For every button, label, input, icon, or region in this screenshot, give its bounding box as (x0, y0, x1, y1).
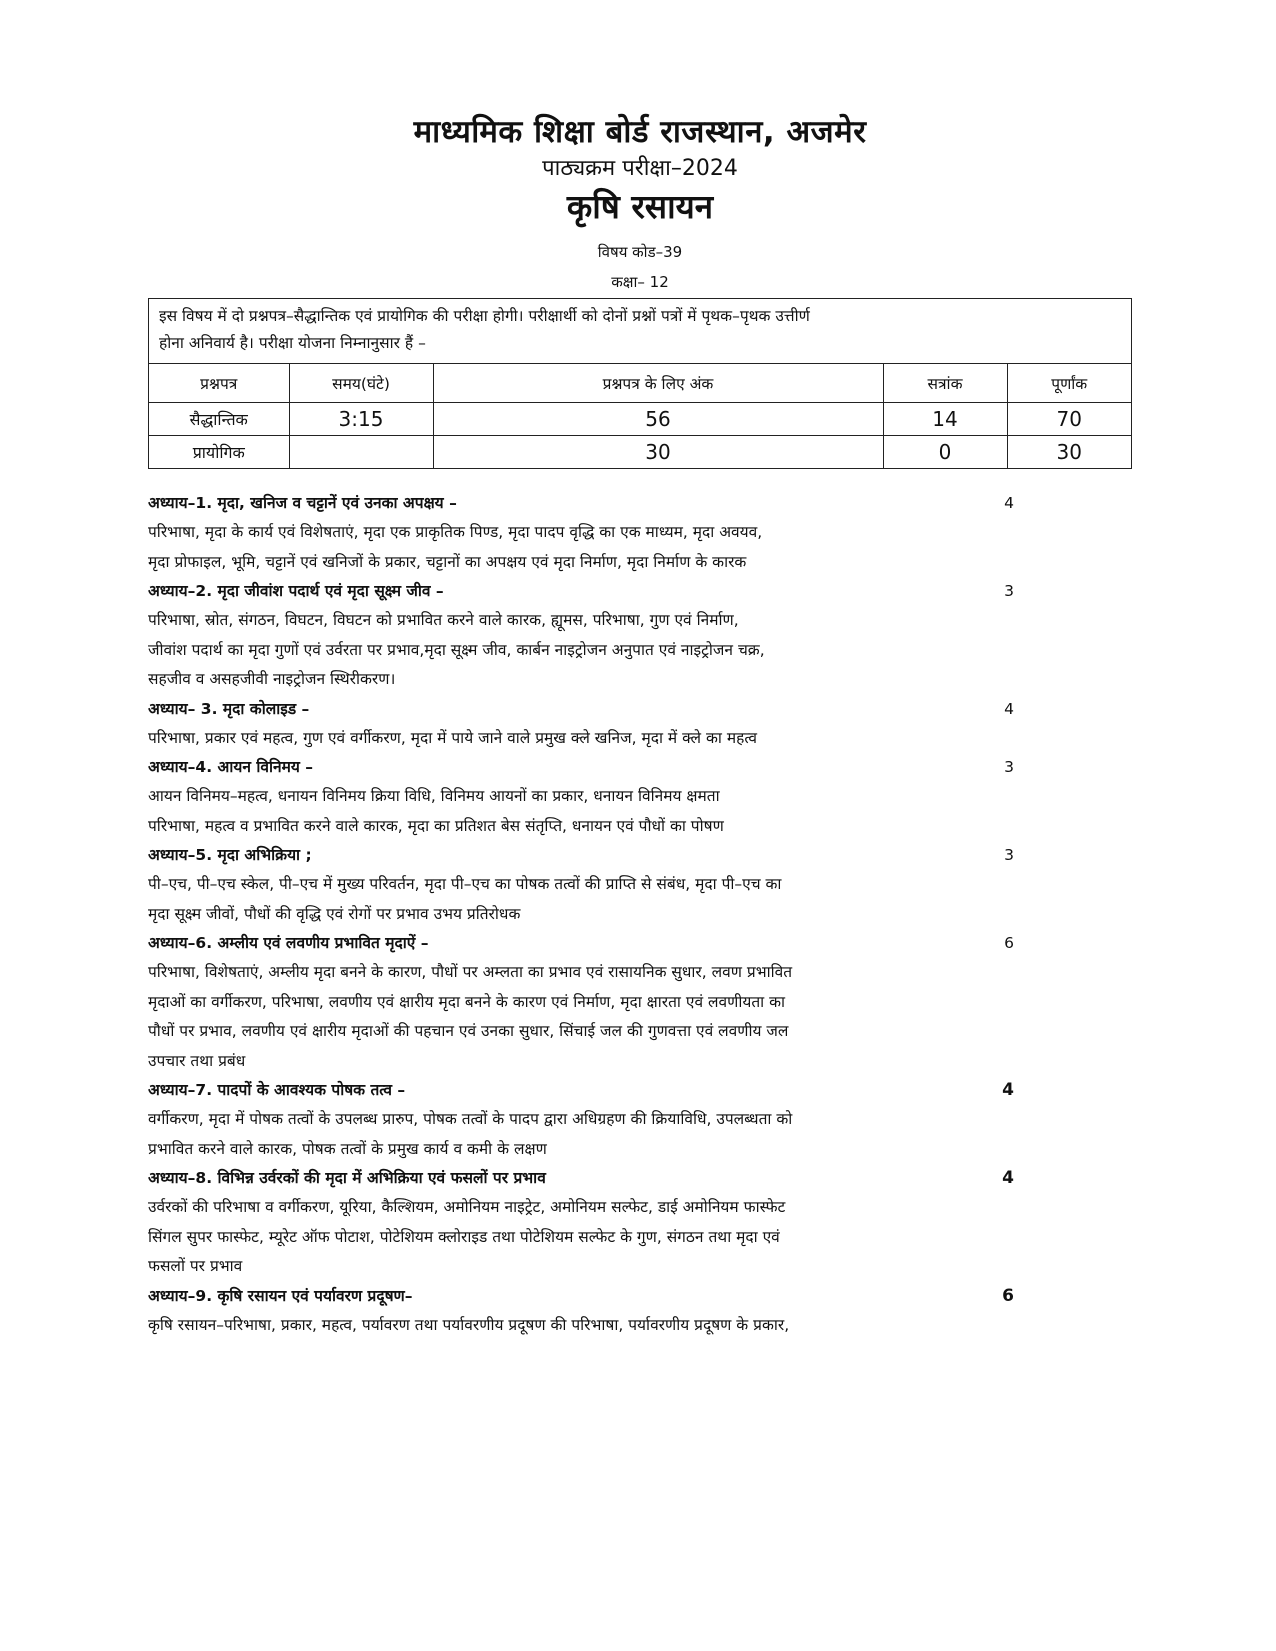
table-cell: 0 (883, 436, 1007, 469)
chapter-marks: 6 (1002, 1285, 1014, 1306)
chapter-description (148, 870, 1132, 929)
chapter-text-line: प्रभावित करने वाले कारक, पोषक तत्वों के प्रमुख कार्य व कमी के लक्षण (148, 1139, 547, 1158)
column-header: सत्रांक (883, 364, 1007, 403)
chapter-text-line: वर्गीकरण, मृदा में पोषक तत्वों के उपलब्ध प्रारुप, पोषक तत्वों के पादप द्वारा अधिग्रहण की क्रियाविधि, उपलब्धता को (148, 1110, 793, 1128)
chapter-text-line: पी–एच, पी–एच स्केल, पी–एच में मुख्य परिवर्तन, मृदा पी–एच का पोषक तत्वों की प्राप्ति से संबंध, मृदा पी–एच का (148, 875, 782, 893)
chapter-text-line: परिभाषा, महत्व व प्रभावित करने वाले कारक, मृदा का प्रतिशत बेस संतृप्ति, धनायन एवं पौधों का पोषण (148, 816, 724, 835)
column-header: पूर्णांक (1007, 364, 1131, 403)
chapter-text-line: मृदा सूक्ष्म जीवों, पौधों की वृद्धि एवं रोगों पर प्रभाव उभय प्रतिरोधक (148, 904, 521, 923)
scheme-intro-line: इस विषय में दो प्रश्नपत्र–सैद्धान्तिक एवं प्रायोगिक की परीक्षा होगी। परीक्षार्थी को दोनों प्रश्नों पत्रों में पृथक–पृथक उत्तीर्ण (159, 307, 810, 325)
chapter-heading (148, 1164, 1132, 1193)
chapter-heading (148, 577, 1132, 606)
chapter-text-line: मृदा प्रोफाइल, भूमि, चट्टानें एवं खनिजों के प्रकार, चट्टानों का अपक्षय एवं मृदा निर्माण, मृदा निर्माण के कारक (148, 552, 747, 571)
column-header: समय(घंटे) (289, 364, 433, 403)
chapter-title: अध्याय–7. पादपों के आवश्यक पोषक तत्व – (148, 1081, 406, 1099)
chapter-text-line: फसलों पर प्रभाव (148, 1257, 243, 1275)
chapter-marks: 4 (1002, 1168, 1014, 1188)
chapter-description (148, 1105, 1132, 1164)
chapter-text-line: मृदाओं का वर्गीकरण, परिभाषा, लवणीय एवं क्षारीय मृदा बनने के कारण एवं निर्माण, मृदा क्षारता एवं लवणीयता का (148, 992, 786, 1011)
chapter-text-line: सिंगल सुपर फास्फेट, म्यूरेट ऑफ पोटाश, पोटेशियम क्लोराइड तथा पोटेशियम सल्फेट के गुण, संगठन तथा मृदा एवं (148, 1227, 780, 1246)
scheme-intro-line: होना अनिवार्य है। परीक्षा योजना निम्नानुसार हैं – (159, 334, 426, 352)
chapter-marks: 4 (1004, 699, 1014, 718)
table-cell: 3:15 (289, 403, 433, 436)
table-cell (289, 436, 433, 469)
chapter-text-line: जीवांश पदार्थ का मृदा गुणों एवं उर्वरता पर प्रभाव,मृदा सूक्ष्म जीव, कार्बन नाइट्रोजन अनुपात एवं नाइट्रोजन चक्र, (148, 640, 765, 659)
chapter-description (148, 958, 1132, 1076)
table-cell: सैद्धान्तिक (149, 403, 289, 436)
class-label: कक्षा– 12 (611, 273, 669, 291)
chapter-text-line: परिभाषा, विशेषताएं, अम्लीय मृदा बनने के कारण, पौधों पर अम्लता का प्रभाव एवं रासायनिक सुधार, लवण प्रभावित (148, 963, 793, 981)
chapter-text-line: परिभाषा, स्रोत, संगठन, विघटन, विघटन को प्रभावित करने वाले कारक, ह्यूमस, परिभाषा, गुण एवं निर्माण, (148, 611, 739, 629)
scheme-intro (149, 299, 1131, 364)
table-row (149, 403, 1131, 436)
table-cell: 30 (1056, 440, 1082, 464)
chapter-marks: 3 (1004, 758, 1014, 776)
chapter-description (148, 606, 1132, 695)
chapter-text-line: कृषि रसायन–परिभाषा, प्रकार, महत्व, पर्यावरण तथा पर्यावरणीय प्रदूषण की परिभाषा, पर्यावरणीय प्रदूषण के प्रकार, (148, 1315, 790, 1334)
table-cell: प्रायोगिक (149, 436, 289, 469)
chapter-text-line: उर्वरकों की परिभाषा व वर्गीकरण, यूरिया, कैल्शियम, अमोनियम नाइट्रेट, अमोनियम सल्फेट, डाई अमोनियम फास्फेट (148, 1198, 786, 1216)
chapter-description (148, 1311, 1132, 1341)
chapter-marks: 3 (1004, 846, 1014, 864)
chapter-title: अध्याय–5. मृदा अभिक्रिया ; (148, 846, 312, 864)
chapter-description (148, 518, 1132, 577)
chapter-title: अध्याय– 3. मृदा कोलाइड – (148, 699, 310, 718)
syllabus-page (148, 112, 1132, 1340)
chapter-text-line: परिभाषा, प्रकार एवं महत्व, गुण एवं वर्गीकरण, मृदा में पाये जाने वाले प्रमुख क्ले खनिज, मृदा में क्ले का महत्व (148, 728, 758, 747)
table-header-row (149, 364, 1131, 403)
chapter-title: अध्याय–1. मृदा, खनिज व चट्टानें एवं उनका अपक्षय – (148, 494, 457, 512)
chapter-description (148, 724, 1132, 754)
chapter-description (148, 782, 1132, 841)
subject-code: विषय कोड–39 (597, 243, 683, 261)
chapter-heading (148, 695, 1132, 724)
column-header: प्रश्नपत्र के लिए अंक (433, 364, 883, 403)
chapter-text-line: परिभाषा, मृदा के कार्य एवं विशेषताएं, मृदा एक प्राकृतिक पिण्ड, मृदा पादप वृद्धि का एक माध्यम, मृदा अवयव, (148, 523, 763, 541)
chapter-heading (148, 489, 1132, 518)
table-cell: 14 (883, 403, 1007, 436)
chapter-description (148, 1193, 1132, 1282)
chapter-heading (148, 841, 1132, 870)
chapter-marks: 6 (1004, 934, 1014, 952)
chapter-text-line: सहजीव व असहजीवी नाइट्रोजन स्थिरीकरण। (148, 670, 396, 688)
chapter-heading (148, 1282, 1132, 1311)
column-header: प्रश्नपत्र (149, 364, 289, 403)
chapter-marks: 4 (1002, 1080, 1014, 1100)
table-row (149, 436, 1131, 469)
chapter-heading (148, 1076, 1132, 1105)
chapter-marks: 3 (1004, 582, 1014, 600)
chapter-heading (148, 753, 1132, 782)
chapter-title: अध्याय–8. विभिन्न उर्वरकों की मृदा में अभिक्रिया एवं फसलों पर प्रभाव (148, 1169, 546, 1187)
chapter-text-line: उपचार तथा प्रबंध (148, 1051, 246, 1070)
table-cell: 70 (1007, 403, 1131, 436)
chapter-title: अध्याय–6. अम्लीय एवं लवणीय प्रभावित मृदाऐं – (148, 934, 429, 952)
marks-table (149, 364, 1131, 468)
chapter-marks: 4 (1004, 494, 1014, 512)
exam-scheme-box (148, 298, 1132, 469)
subject-title: कृषि रसायन (566, 187, 714, 226)
chapter-heading (148, 929, 1132, 958)
chapter-list (148, 489, 1132, 1340)
chapter-title: अध्याय–4. आयन विनिमय – (148, 758, 313, 776)
exam-title: पाठ्यक्रम परीक्षा–2024 (542, 156, 738, 181)
document-header (148, 112, 1132, 294)
board-title: माध्यमिक शिक्षा बोर्ड राजस्थान, अजमेर (413, 114, 867, 150)
table-cell: 30 (433, 436, 883, 469)
chapter-text-line: पौधों पर प्रभाव, लवणीय एवं क्षारीय मृदाओं की पहचान एवं उनका सुधार, सिंचाई जल की गुणवत्ता एवं लवणीय जल (148, 1022, 789, 1040)
chapter-title: अध्याय–2. मृदा जीवांश पदार्थ एवं मृदा सूक्ष्म जीव – (148, 582, 444, 600)
chapter-title: अध्याय–9. कृषि रसायन एवं पर्यावरण प्रदूषण– (148, 1286, 413, 1305)
table-cell: 56 (433, 403, 883, 436)
chapter-text-line: आयन विनिमय–महत्व, धनायन विनिमय क्रिया विधि, विनिमय आयनों का प्रकार, धनायन विनिमय क्षमता (148, 787, 720, 805)
